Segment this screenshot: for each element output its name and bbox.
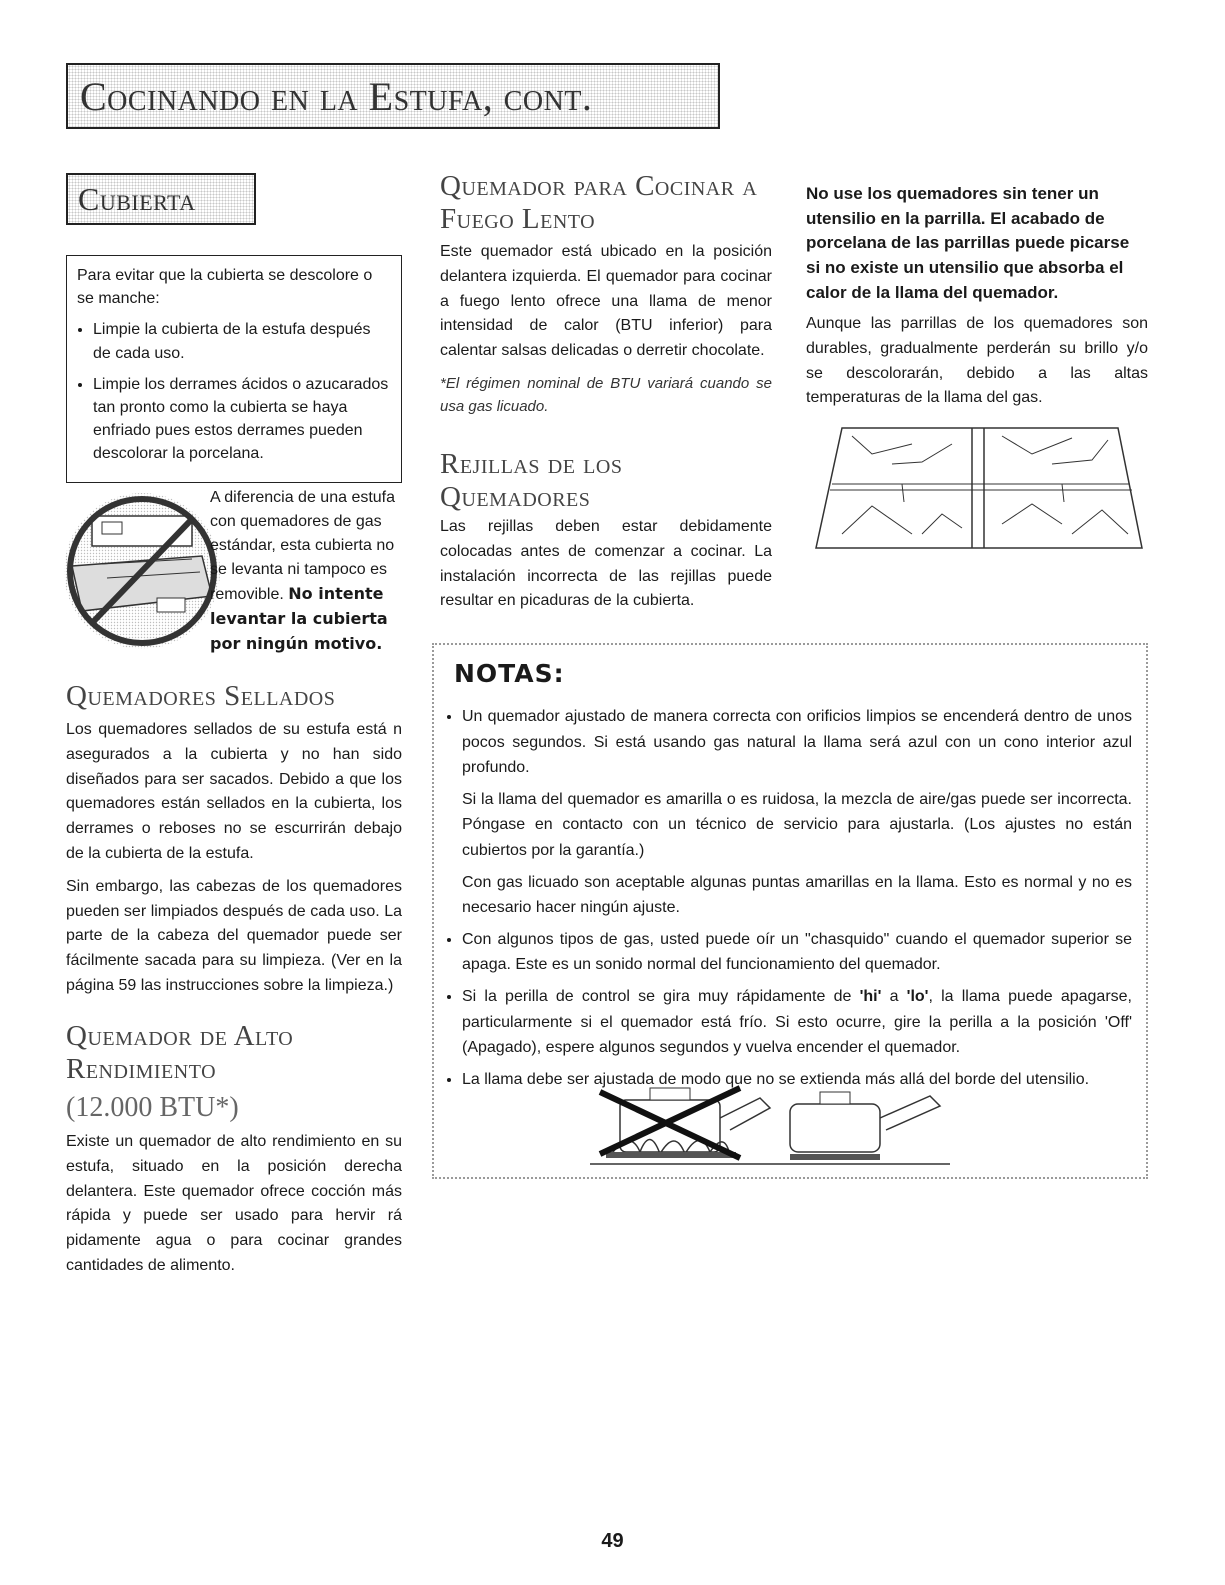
sellados-title: Quemadores Sellados <box>66 680 336 712</box>
notes-bullet-1 <box>462 704 1132 921</box>
cubierta-intro-box <box>66 255 402 483</box>
notes-b1-p3: Con gas licuado son aceptable algunas puntas amarillas en la llama. Esto es normal y no es necesario hacer ningún ajuste. <box>462 873 1132 917</box>
cubierta-bullet-2: • Limpie los derrames ácidos o azucarados tan pronto como la cubierta se haya enfriado pues estos derrames pueden descolorar la porcelana. <box>93 373 391 466</box>
rejillas-title: Rejillas de los Quemadores <box>440 448 623 514</box>
lento-title: Quemador para Cocinar a Fuego Lento <box>440 170 758 236</box>
notes-b3-post: , la llama puede apagarse, particularmente si el quemador está frío. Si esto ocurre, gire la perilla a la posición 'Off' (Apagado), espere algunos segundos y vuelva encender el quemador. <box>462 987 1132 1057</box>
lento-body <box>440 240 772 426</box>
notes-b3-pre: Si la perilla de control se gira muy rápidamente de <box>462 987 860 1005</box>
page-header <box>66 63 720 129</box>
lento-footnote: *El régimen nominal de BTU variará cuando se usa gas licuado. <box>440 374 772 416</box>
sellados-p1: Los quemadores sellados de su estufa está n asegurados a la cubierta y no han sido diseñados para ser sacados. Debido a que los quemadores están sellados en la cubierta, los derrames o reboses no se escurrirán debajo de la cubierta de la estufa. <box>66 721 402 862</box>
parrillas-body <box>806 312 1148 419</box>
page-number: 49 <box>601 1530 624 1552</box>
alto-btu: (12.000 BTU*) <box>66 1092 239 1123</box>
notes-list <box>448 704 1132 1092</box>
no-lift-cooktop-illustration <box>62 486 222 656</box>
notes-title: NOTAS: <box>454 659 565 688</box>
sellados-p2: Sin embargo, las cabezas de los quemadores pueden ser limpiados después de cada uso. La parte de la cabeza del quemador puede ser fácilmente sacada para su limpieza. (Ver en la página 59 las instrucciones sobre la limpieza.) <box>66 877 402 994</box>
alto-p1: Existe un quemador de alto rendimiento en su estufa, situado en la posición derecha delantera. Este quemador ofrece cocción más rápida y puede ser usado para hervir rá pidamente agua o para cocinar grandes cantidades de alimento. <box>66 1133 402 1274</box>
notes-b3-mid: a <box>881 987 907 1005</box>
notes-b1-p2: Si la llama del quemador es amarilla o es ruidosa, la mezcla de aire/gas puede ser incorrecta. Póngase en contacto con un técnico de servicio para ajustarla. (Los ajustes no están cubiertos por la garantía.) <box>462 790 1132 859</box>
parrillas-p1: Aunque las parrillas de los quemadores son durables, gradualmente perderán su brillo y/o se descolorarán, debido a las altas temperaturas de la llama del gas. <box>806 315 1148 407</box>
alto-body <box>66 1130 402 1287</box>
rejillas-p1: Las rejillas deben estar debidamente colocadas antes de comenzar a cocinar. La instalación incorrecta de las rejillas puede resultar en picaduras de la cubierta. <box>440 518 772 610</box>
cubierta-bullet-list <box>77 318 391 465</box>
cubierta-intro: Para evitar que la cubierta se descolore o se manche: <box>77 267 373 308</box>
notes-bullet-3 <box>462 984 1132 1061</box>
notes-b3-lo: 'lo' <box>906 987 929 1005</box>
cubierta-note-text: A diferencia de una estufa con quemadores de gas estándar, esta cubierta no se levanta ni tampoco es removible. <box>210 489 396 603</box>
notes-b3-hi: 'hi' <box>859 987 882 1005</box>
grates-illustration <box>812 424 1148 552</box>
lento-p1: Este quemador está ubicado en la posición delantera izquierda. El quemador para cocinar a fuego lento ofrece una llama de menor intensidad de calor (BTU inferior) para calentar salsas delicadas o derretir chocolate. <box>440 243 772 360</box>
notes-bullet-2: • Con algunos tipos de gas, usted puede oír un "chasquido" cuando el quemador superior se apaga. Este es un sonido normal del funcionamiento del quemador. <box>462 927 1132 978</box>
alto-title: Quemador de Alto Rendimiento <box>66 1020 294 1086</box>
cubierta-heading-box <box>66 173 256 225</box>
page-title: Cocinando en la Estufa, cont. <box>80 73 593 119</box>
notes-bullet-4: • La llama debe ser ajustada de modo que no se extienda más allá del borde del utensilio. <box>462 1067 1132 1093</box>
wrong-pan-illustration <box>600 1088 770 1158</box>
sellados-body <box>66 718 402 1007</box>
cubierta-note <box>210 486 402 657</box>
cubierta-note-warning: No intente levantar la cubierta por ningún motivo. <box>210 584 388 653</box>
pan-flame-illustration <box>590 1078 970 1168</box>
notes-b1: Un quemador ajustado de manera correcta con orificios limpios se encenderá dentro de unos pocos segundos. Si está usando gas natural la llama será azul con un cono interior azul profundo. <box>462 708 1132 777</box>
cubierta-bullet-1: • Limpie la cubierta de la estufa después de cada uso. <box>93 318 391 364</box>
rejillas-body <box>440 515 772 622</box>
cubierta-heading: Cubierta <box>78 180 196 217</box>
parrillas-warning: No use los quemadores sin tener un utensilio en la parrilla. El acabado de porcelana de las parrillas puede picarse si no existe un utensilio que absorba el calor de la llama del quemador. <box>806 184 1130 302</box>
